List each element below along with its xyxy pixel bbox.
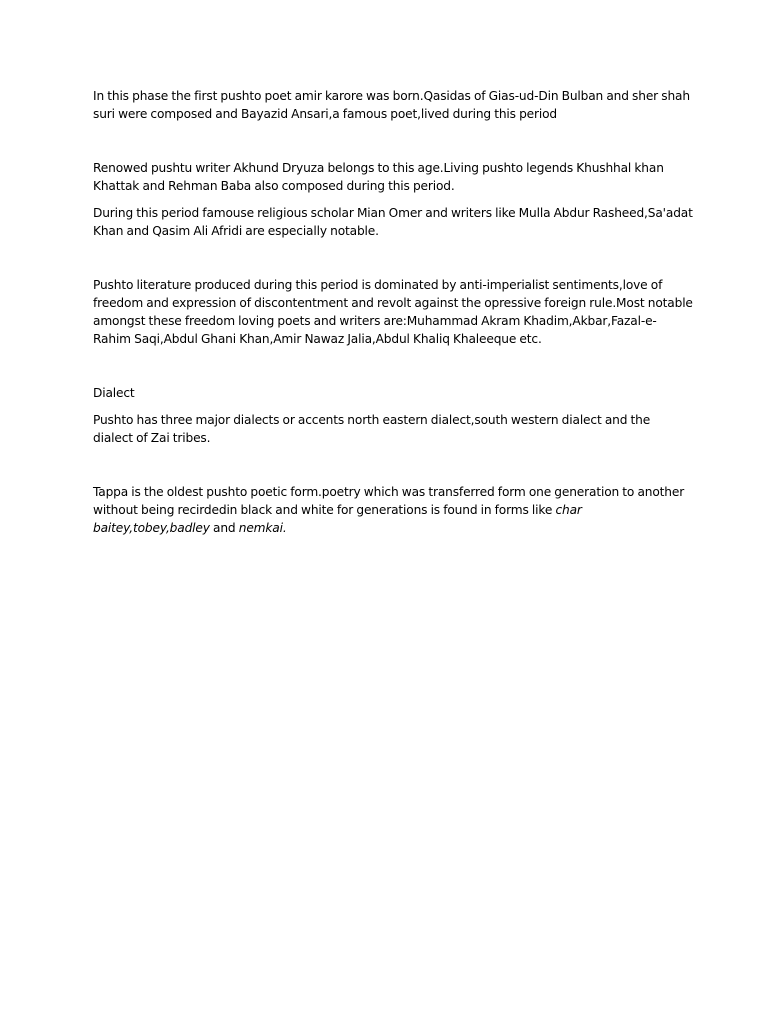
paragraph-anti-imperialist: Pushto literature produced during this period is dominated by anti-imperialist sentiments,love of freedom and expression of discontentment and revolt against the opressive foreign rule.Most notable amongst these freedom loving poets and writers are:Muhammad Akram Khadim,Akbar,Fazal-e-Rahim Saqi,Abdul Ghani Khan,Amir Nawaz Jalia,Abdul Khaliq Khaleeque etc. [93, 278, 693, 346]
tappa-nemkai-italic: nemkai. [238, 521, 287, 535]
heading-dialect: Dialect [93, 386, 135, 400]
paragraph-religious-scholars: During this period famouse religious scholar Mian Omer and writers like Mulla Abdur Rasheed,Sa'adat Khan and Qasim Ali Afridi are especially notable. [93, 206, 693, 238]
tappa-text-before: Tappa is the oldest pushto poetic form.poetry which was transferred form one generation to another without being recirdedin black and white for generations is found in forms like [93, 485, 685, 517]
tappa-text-middle: and [209, 521, 239, 535]
paragraph-early-period: In this phase the first pushto poet amir karore was born.Qasidas of Gias-ud-Din Bulban and sher shah suri were composed and Bayazid Ansari,a famous poet,lived during this period [93, 89, 690, 121]
paragraph-dialects: Pushto has three major dialects or accents north eastern dialect,south western dialect and the dialect of Zai tribes. [93, 413, 651, 445]
paragraph-akhund-dryuza: Renowed pushtu writer Akhund Dryuza belongs to this age.Living pushto legends Khushhal khan Khattak and Rehman Baba also composed during this period. [93, 161, 664, 193]
tappa-forms-italic: char baitey,tobey,badley [93, 503, 582, 535]
paragraph-tappa [93, 483, 693, 537]
